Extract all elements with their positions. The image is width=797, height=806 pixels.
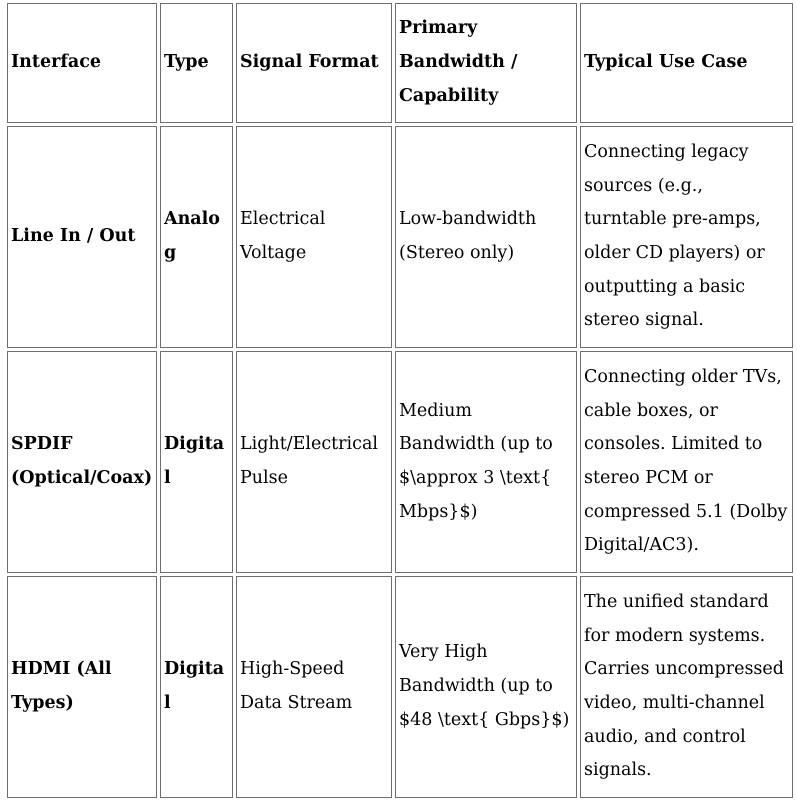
cell-interface: Line In / Out <box>7 126 157 348</box>
cell-interface: HDMI (All Types) <box>7 576 157 798</box>
header-use-case: Typical Use Case <box>580 3 793 123</box>
table-row <box>7 576 793 798</box>
header-interface: Interface <box>7 3 157 123</box>
table-row <box>7 351 793 573</box>
header-type: Type <box>160 3 233 123</box>
table-header-row <box>7 3 793 123</box>
cell-use-case: The unified standard for modern systems. Carries uncompressed video, multi-channel audio, and control signals. <box>580 576 793 798</box>
cell-signal-format: High-Speed Data Stream <box>236 576 392 798</box>
cell-signal-format: Light/Electrical Pulse <box>236 351 392 573</box>
header-signal-format: Signal Format <box>236 3 392 123</box>
cell-type: Digital <box>160 351 233 573</box>
table-row <box>7 126 793 348</box>
header-bandwidth: Primary Bandwidth / Capability <box>395 3 577 123</box>
cell-signal-format: Electrical Voltage <box>236 126 392 348</box>
cell-interface: SPDIF (Optical/Coax) <box>7 351 157 573</box>
cell-type: Analog <box>160 126 233 348</box>
cell-use-case: Connecting older TVs, cable boxes, or consoles. Limited to stereo PCM or compressed 5.1 (Dolby Digital/AC3). <box>580 351 793 573</box>
cell-bandwidth: Low-bandwidth (Stereo only) <box>395 126 577 348</box>
cell-use-case: Connecting legacy sources (e.g., turntable pre-amps, older CD players) or outputting a basic stereo signal. <box>580 126 793 348</box>
comparison-table <box>4 0 796 801</box>
cell-bandwidth: Very High Bandwidth (up to $48 \text{ Gbps}$) <box>395 576 577 798</box>
cell-bandwidth: Medium Bandwidth (up to $\approx 3 \text{ Mbps}$) <box>395 351 577 573</box>
cell-type: Digital <box>160 576 233 798</box>
